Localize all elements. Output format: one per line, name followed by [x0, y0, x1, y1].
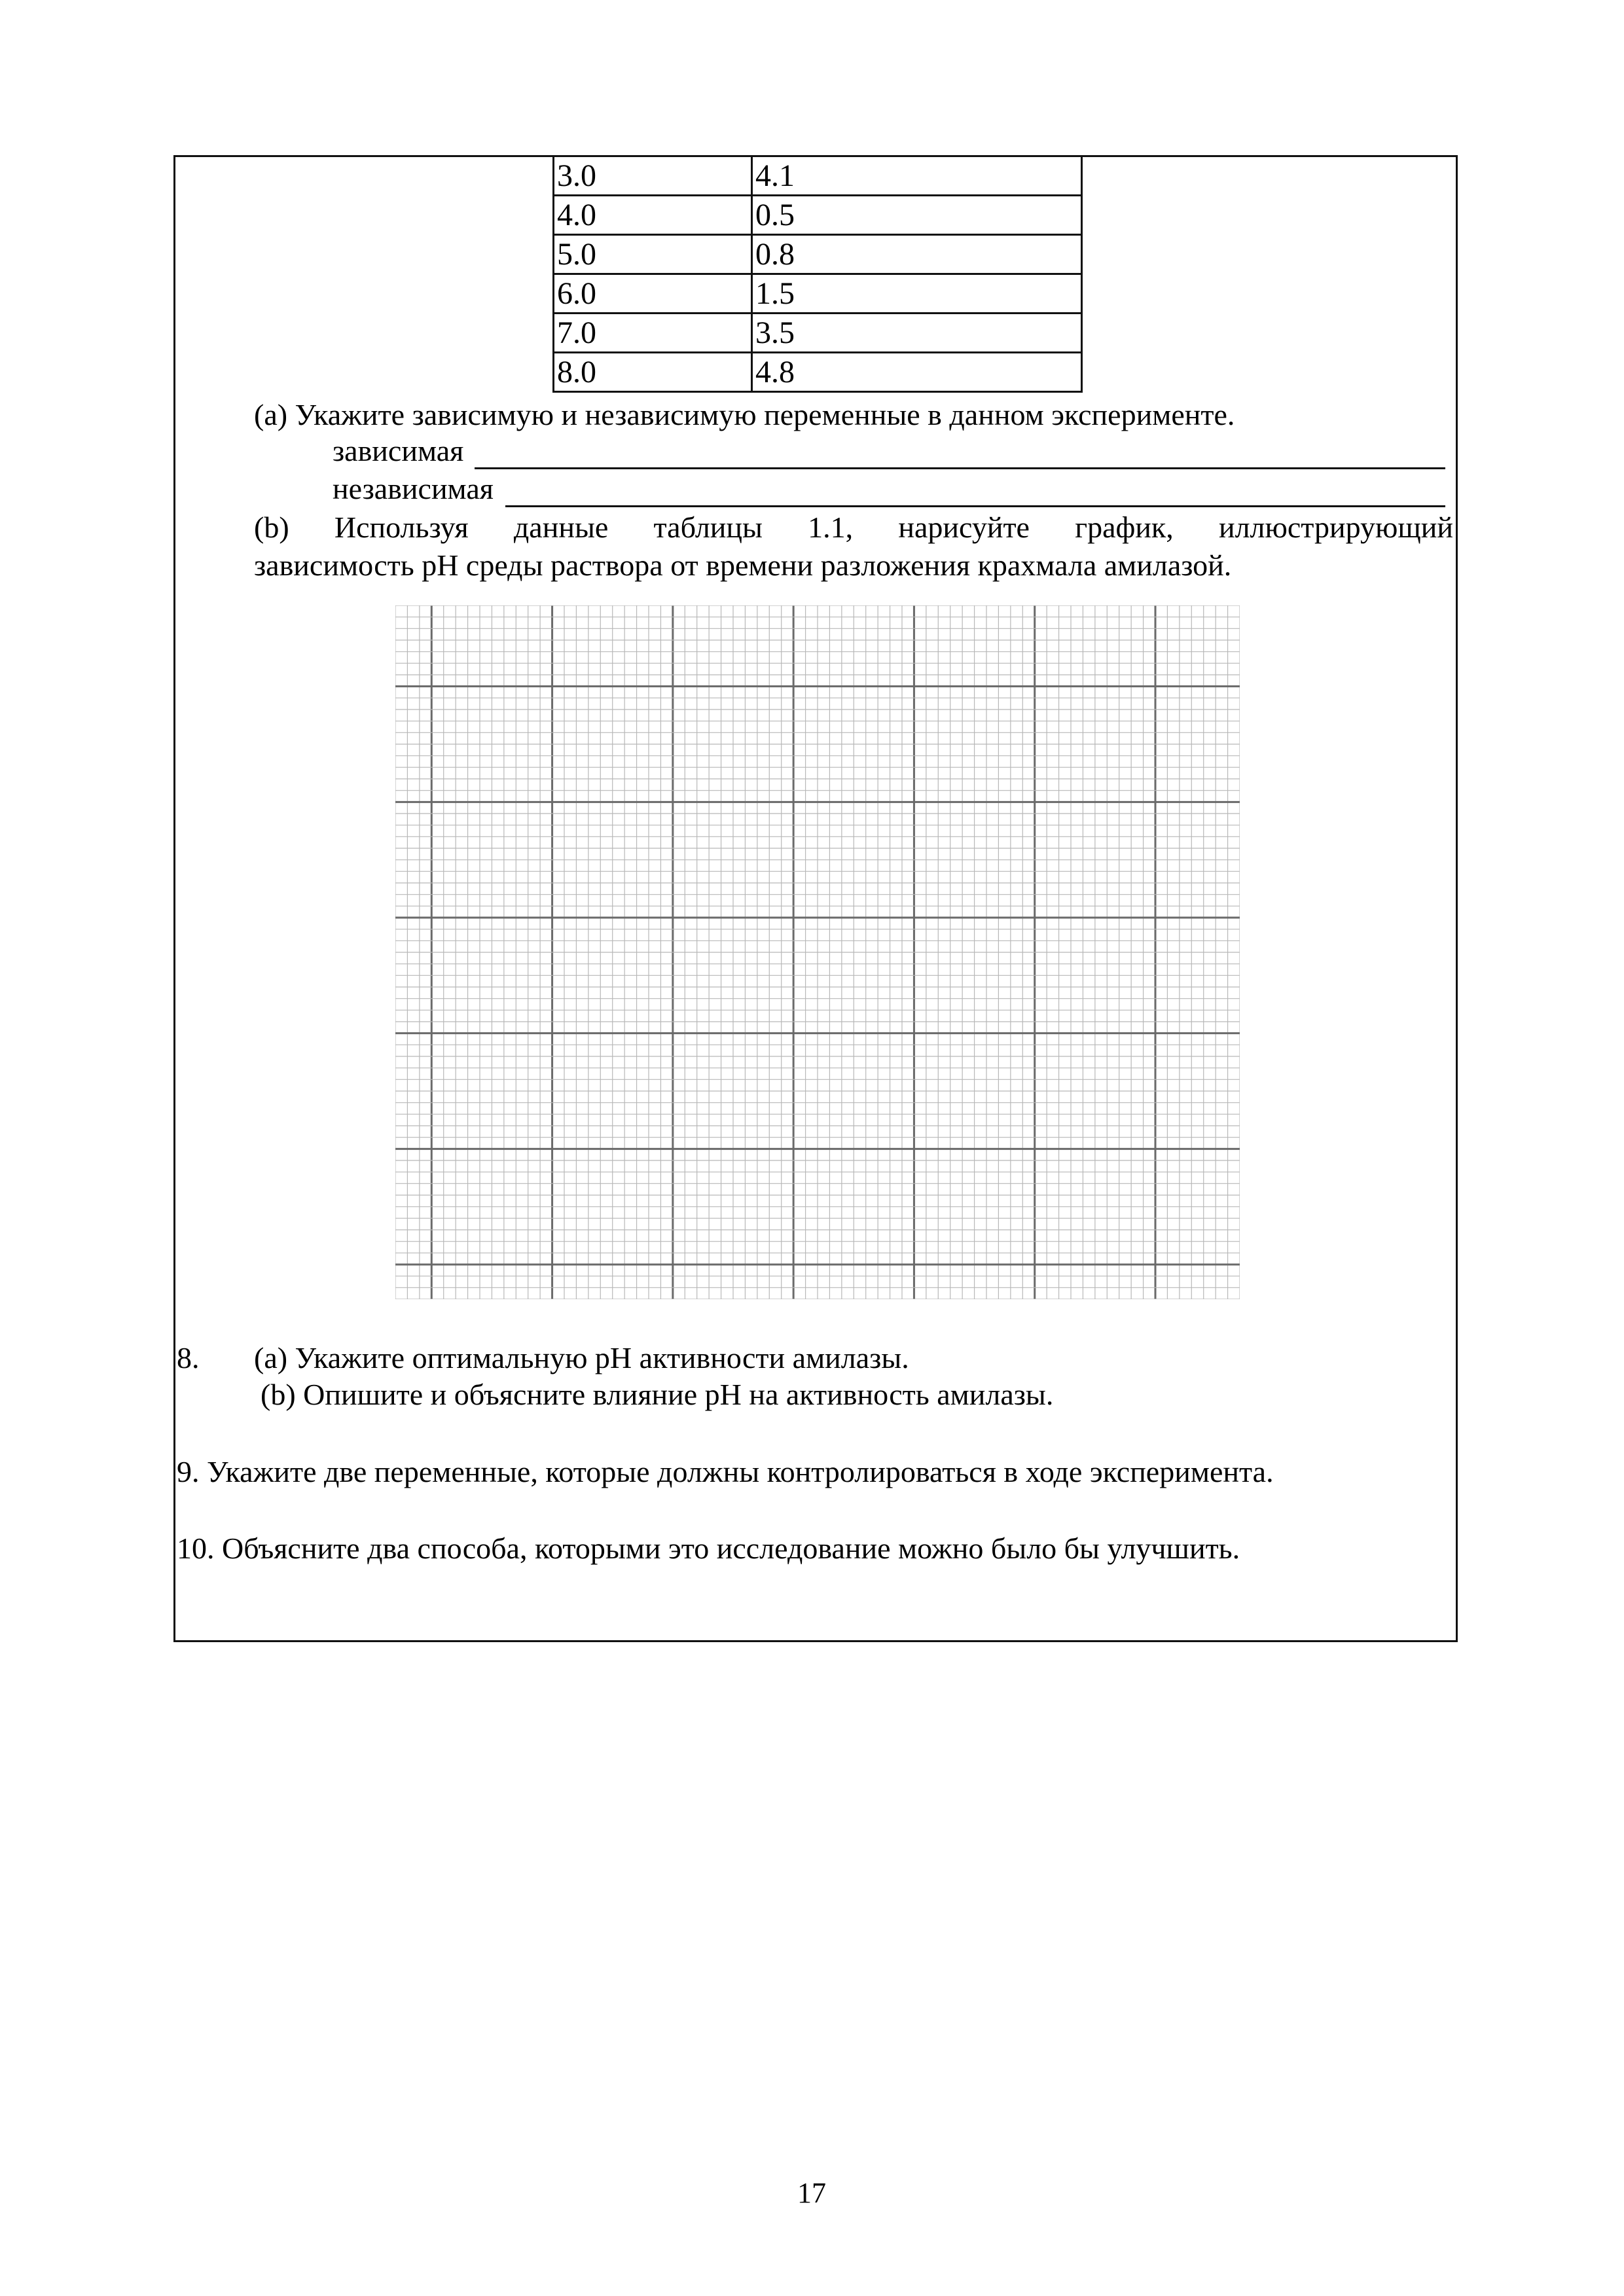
- table-row: [554, 235, 1082, 274]
- q7a-text: (a) Укажите зависимую и независимую переменные в данном эксперименте.: [254, 398, 1235, 431]
- table-cell-value: 3.5: [752, 314, 1082, 353]
- independent-label: независимая: [333, 472, 494, 505]
- q7b-line2: зависимость pH среды раствора от времени разложения крахмала амилазой.: [254, 548, 1232, 582]
- independent-answer-line[interactable]: [505, 475, 1445, 507]
- table-row: [554, 353, 1082, 392]
- table-cell-value: 4.1: [752, 156, 1082, 196]
- table-cell-value: 4.8: [752, 353, 1082, 392]
- table-cell-value: 0.5: [752, 196, 1082, 235]
- table-cell-value: 0.8: [752, 235, 1082, 274]
- table-cell-time: 5.0: [554, 235, 752, 274]
- dependent-answer-line[interactable]: [475, 437, 1445, 469]
- table-cell-time: 3.0: [554, 156, 752, 196]
- data-table: [552, 155, 1083, 393]
- table-cell-time: 7.0: [554, 314, 752, 353]
- q9-text: 9. Укажите две переменные, которые должны контролироваться в ходе эксперимента.: [177, 1455, 1274, 1488]
- dependent-label: зависимая: [333, 434, 464, 467]
- q8a-text: (a) Укажите оптимальную pH активности амилазы.: [254, 1341, 909, 1374]
- table-cell-time: 8.0: [554, 353, 752, 392]
- table-cell-time: 6.0: [554, 274, 752, 314]
- page-number: 17: [797, 2177, 826, 2209]
- q10-text: 10. Объясните два способа, которыми это исследование можно было бы улучшить.: [177, 1532, 1240, 1565]
- table-cell-value: 1.5: [752, 274, 1082, 314]
- q7b-line1: (b) Используя данные таблицы 1.1, нарисуйте график, иллюстрирующий: [254, 511, 1453, 544]
- table-cell-time: 4.0: [554, 196, 752, 235]
- table-row: [554, 156, 1082, 196]
- table-row: [554, 196, 1082, 235]
- q8b-text: (b) Опишите и объясните влияние pH на активность амилазы.: [261, 1378, 1054, 1411]
- graph-paper[interactable]: [395, 605, 1240, 1299]
- table-row: [554, 314, 1082, 353]
- table-row: [554, 274, 1082, 314]
- q8-number: 8.: [177, 1341, 200, 1374]
